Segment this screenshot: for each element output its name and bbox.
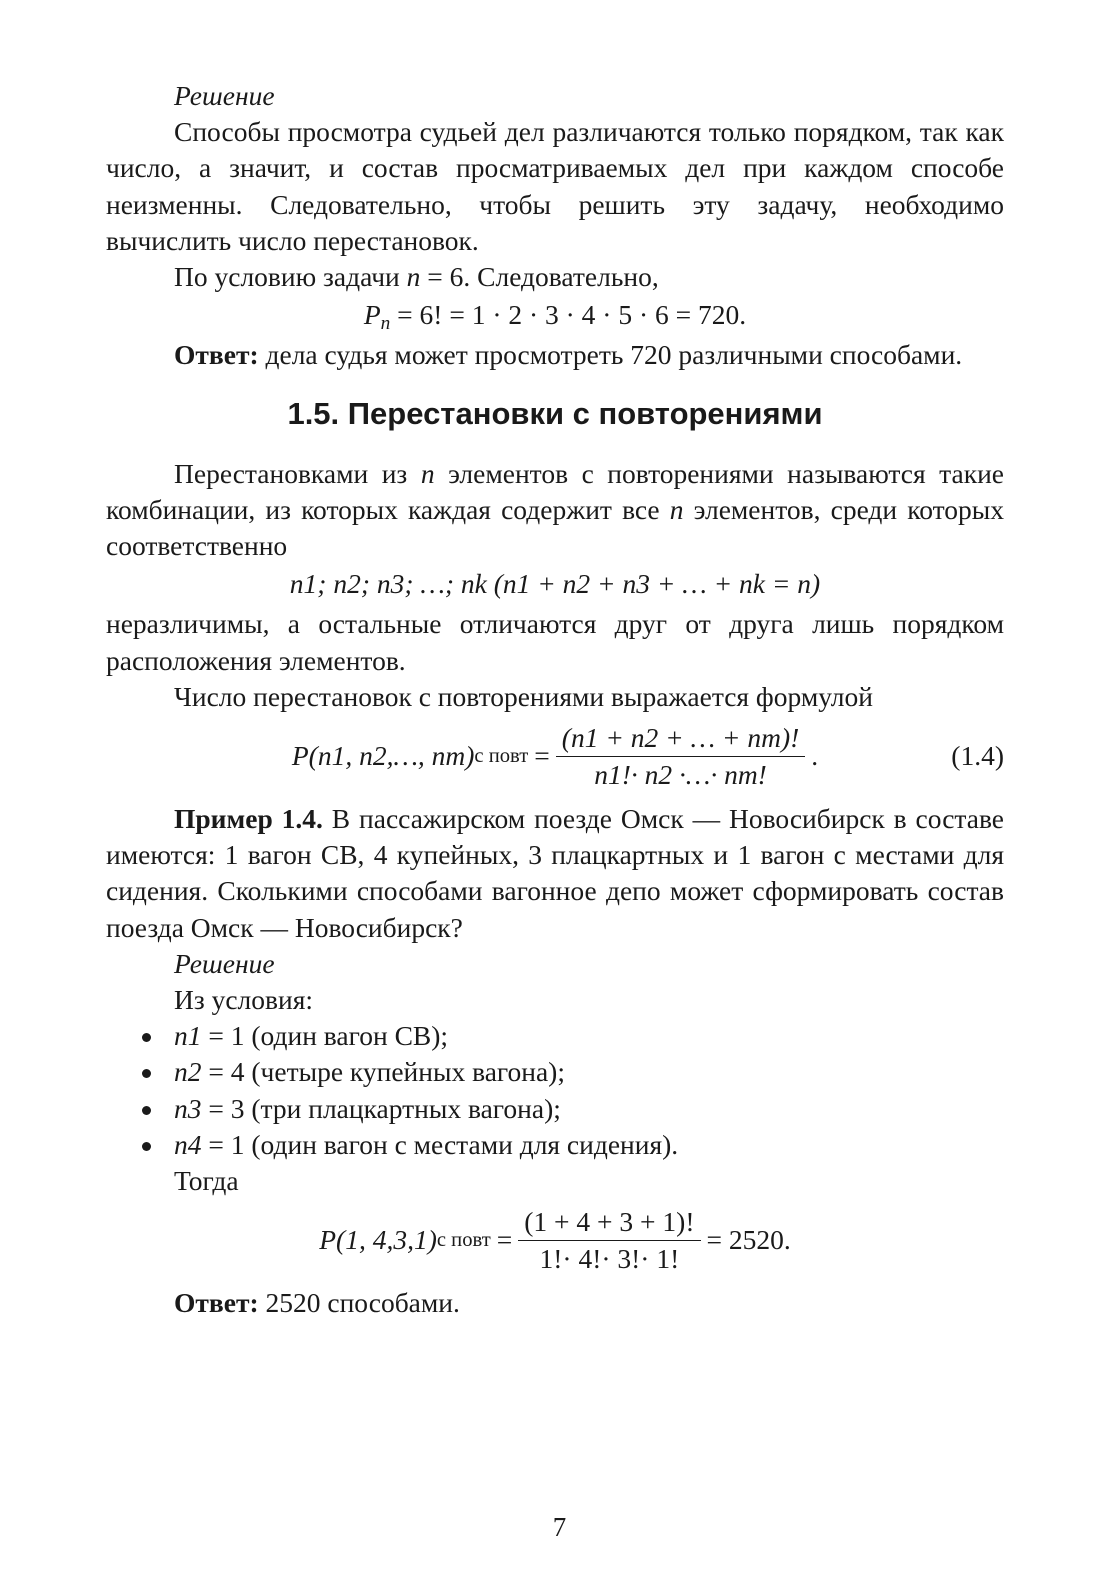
then-label: Тогда <box>174 1165 239 1197</box>
permutation-formula: P(n1, n2,…, nm) с повт = $\frac{(n1 + n2 + \dots + nm)!}{n1!\cdot n2 \cdot\dots\cdot nm!}$ . (1.4) <box>291 721 1004 790</box>
formula-intro: Число перестановок с повторениями выражается формулой <box>174 680 873 712</box>
list-item: n2 = 4 (четыре купейных вагона); <box>106 1054 1004 1090</box>
condition-paragraph: По условию задачи n = 6. Следовательно, <box>174 261 659 293</box>
list-item: n1 = 1 (один вагон СВ); <box>106 1018 1004 1054</box>
list-item: n4 = 1 (один вагон с местами для сидения). <box>106 1127 1004 1163</box>
section-heading: 1.5. Перестановки с повторениями <box>287 395 823 431</box>
from-condition: Из условия: <box>174 984 314 1016</box>
example-answer: Ответ: 2520 способами. <box>174 1287 460 1319</box>
example-paragraph: Пример 1.4. В пассажирском поезде Омск — Новосибирск в составе имеются: 1 вагон СВ, 4 купейных, 3 плацкартных и 1 вагон с местами для сидения. Сколькими способами вагонное депо может сформировать состав поезда Омск — Новосибирск? <box>106 803 1004 943</box>
bullet-icon <box>142 1142 151 1151</box>
result-formula: P(1, 4,3,1) с повт = $\frac{(1 + 4 + 3 + 1)!}{1!\cdot 4!\cdot 3!\cdot 1!}$ = 2520. <box>319 1205 791 1274</box>
list-item: n3 = 3 (три плацкартных вагона); <box>106 1091 1004 1127</box>
bullet-icon <box>142 1069 151 1078</box>
equation-number: (1.4) <box>951 739 1004 771</box>
factorial-formula: $P_n = 6$! = 1 · 2 · 3 · 4 · 5 · 6 = 720. <box>363 299 747 335</box>
formula-fraction: $\frac{(n1 + n2 + \dots + nm)!}{n1!\cdot n2 \cdot\dots\cdot nm!}$ <box>556 722 805 791</box>
solution-paragraph: Способы просмотра судьей дел различаются только порядком, так как число, а значит, и состав просматриваемых дел при каждом способе неизменны. Следовательно, чтобы решить эту задачу, необходимо вычислить число перестановок. <box>106 116 1004 256</box>
page-content <box>106 78 1004 1321</box>
solution-label: Решение <box>174 80 275 111</box>
example-solution-label: Решение <box>174 947 275 979</box>
answer-paragraph: Ответ: дела судья может просмотреть 720 различными способами. <box>174 339 963 371</box>
condition-list <box>106 1018 1004 1163</box>
page-number: 7 <box>552 1512 567 1542</box>
definition-continuation: неразличимы, а остальные отличаются друг от друга лишь порядком расположения элементов. <box>106 608 1004 676</box>
counts-formula: n1; n2; n3; …; nk (n1 + n2 + n3 + … + nk = n) <box>289 568 821 600</box>
definition-paragraph: Перестановками из n элементов с повторениями называются такие комбинации, из которых каждая содержит все n элементов, среди которых соответственно <box>106 457 1004 562</box>
result-fraction: $\frac{(1 + 4 + 3 + 1)!}{1!\cdot 4!\cdot 3!\cdot 1!}$ <box>518 1206 700 1275</box>
bullet-icon <box>142 1033 151 1042</box>
bullet-icon <box>142 1106 151 1115</box>
